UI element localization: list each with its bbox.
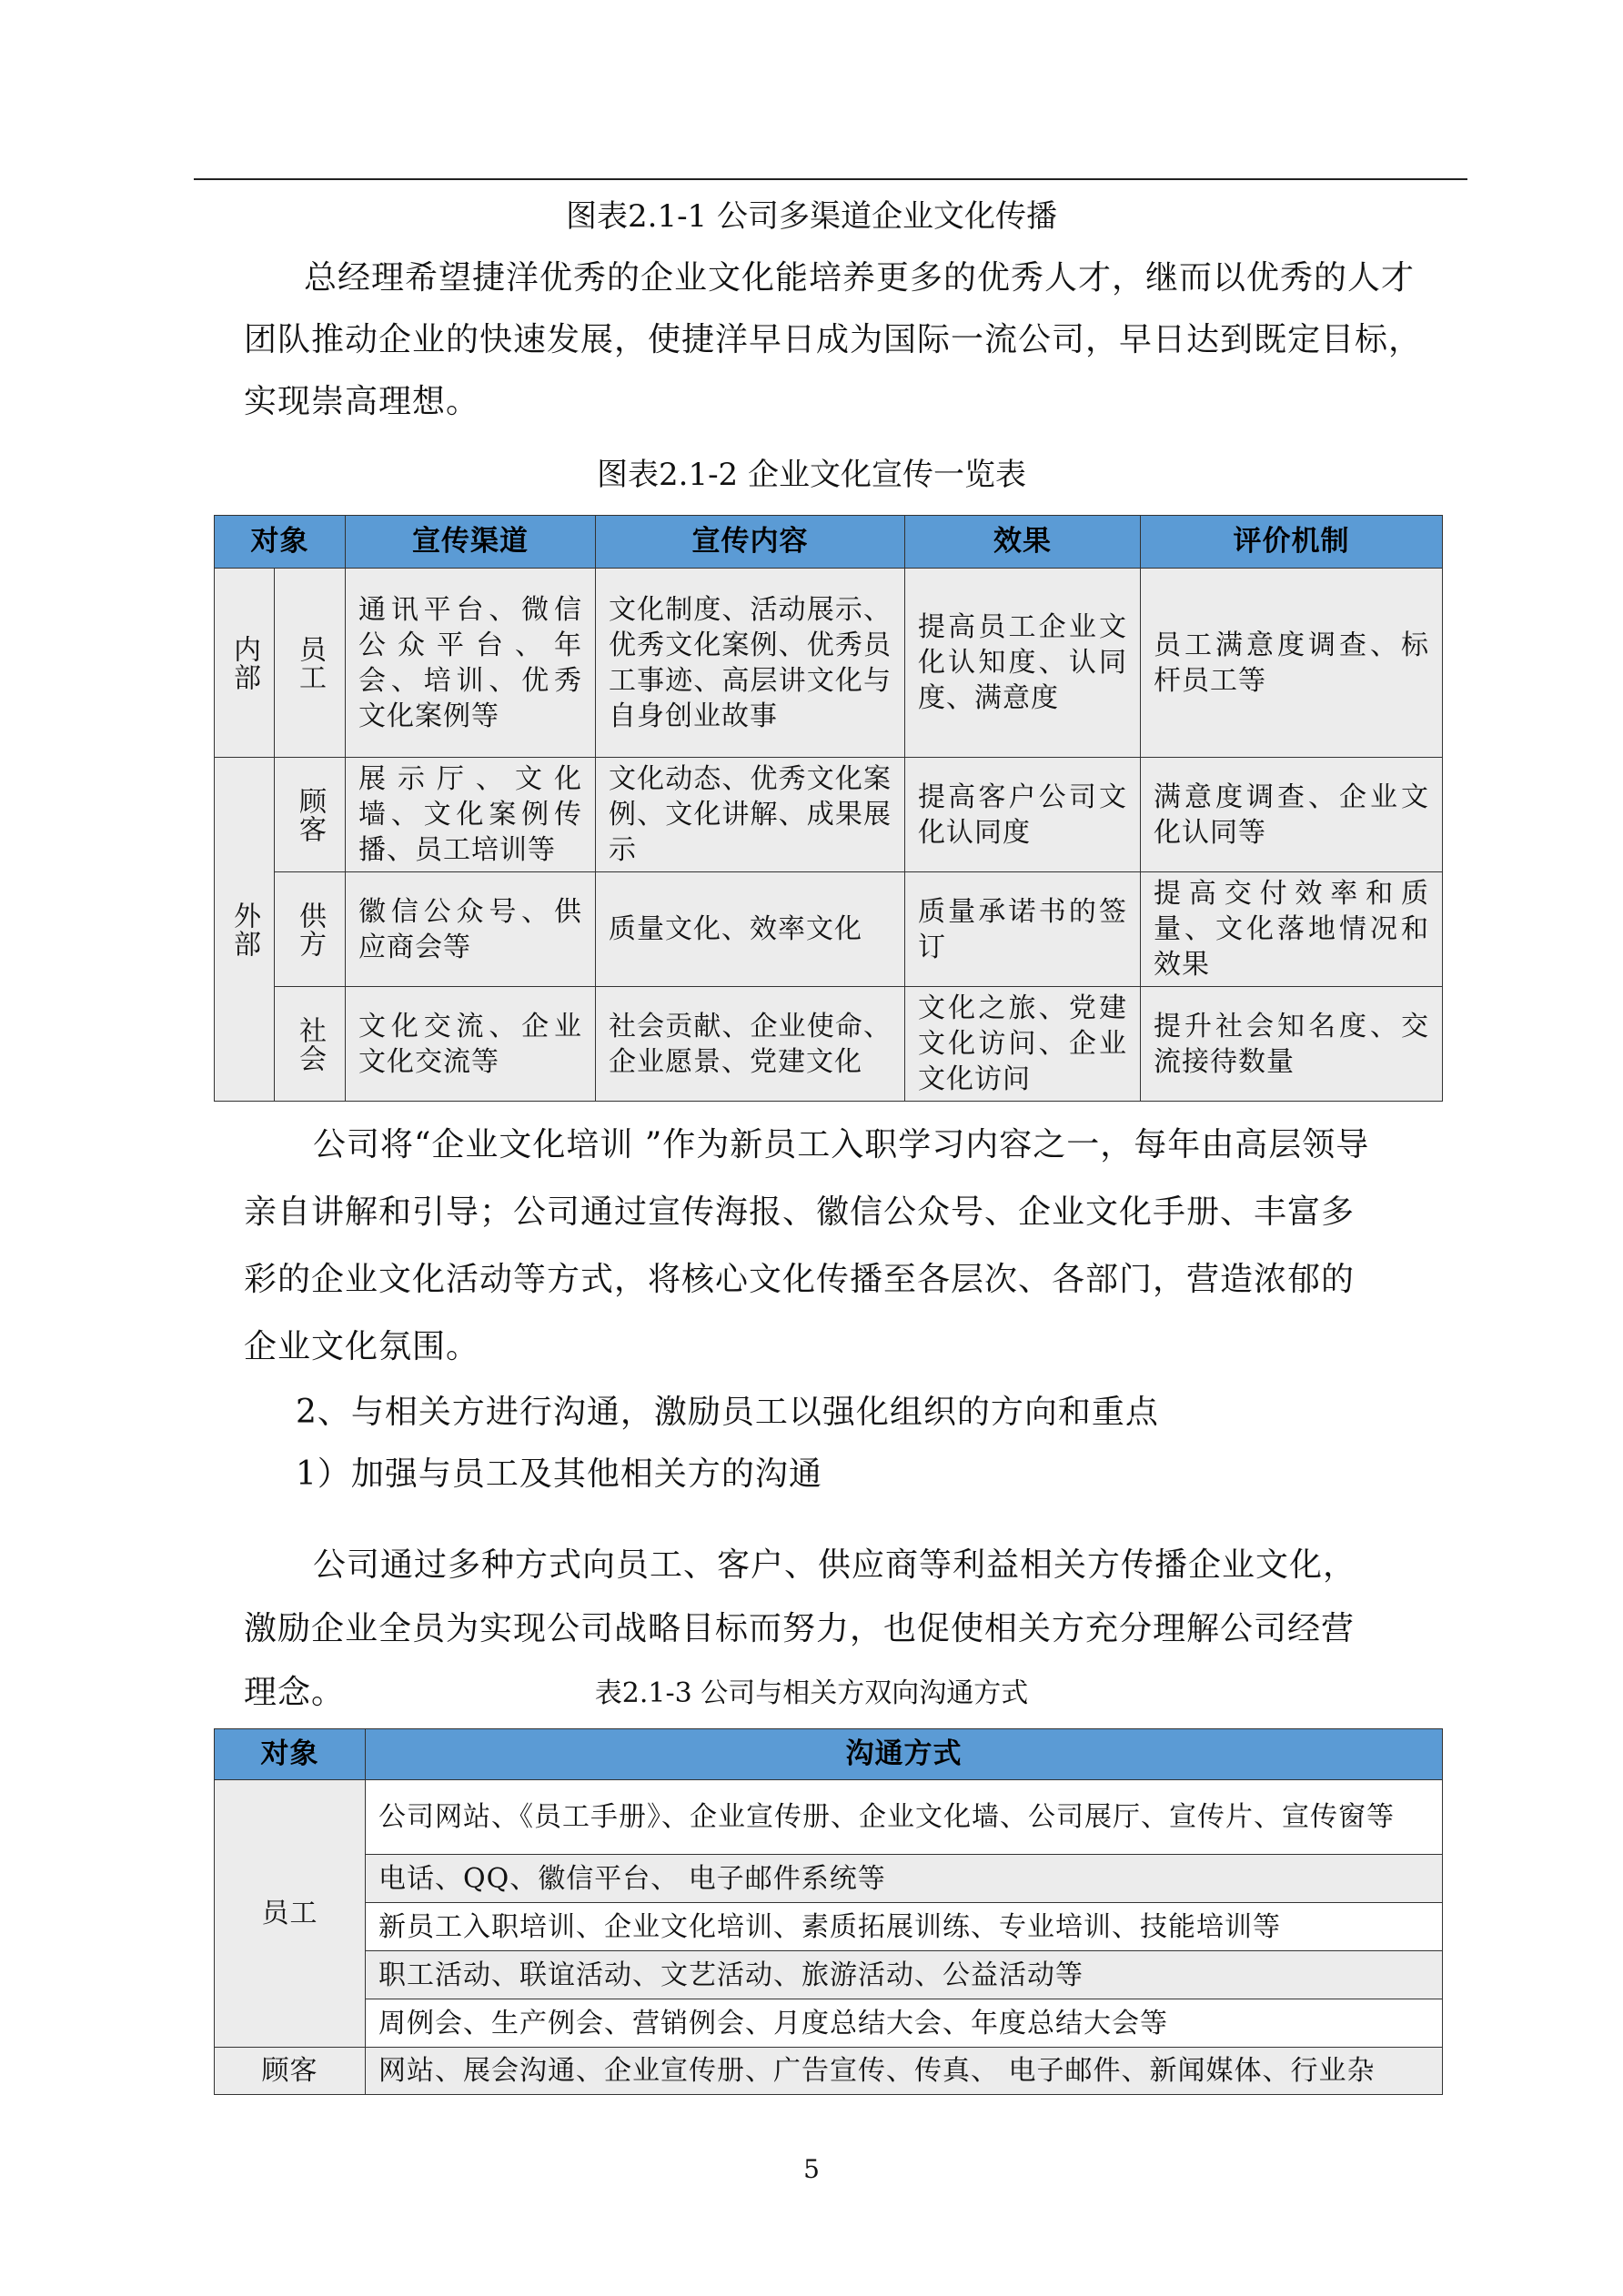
method-cell: 新员工入职培训、企业文化培训、素质拓展训练、专业培训、技能培训等	[366, 1903, 1443, 1951]
employee-label: 员工	[215, 1780, 366, 2048]
channel-cell: 文化交流、企业文化交流等	[346, 987, 596, 1102]
method-cell: 网站、展会沟通、企业宣传册、广告宣传、传真、 电子邮件、新闻媒体、行业杂	[366, 2048, 1443, 2095]
table-row	[215, 1903, 1443, 1951]
content-cell: 文化制度、活动展示、优秀文化案例、优秀员工事迹、高层讲文化与自身创业故事	[596, 569, 905, 758]
effect-cell: 提高客户公司文化认同度	[905, 758, 1141, 872]
content-cell: 社会贡献、企业使命、企业愿景、党建文化	[596, 987, 905, 1102]
section-heading-2: 2、与相关方进行沟通，激励员工以强化组织的方向和重点	[296, 1394, 1159, 1431]
table-caption-2-1-3: 表2.1-3 公司与相关方双向沟通方式	[594, 1677, 1029, 1709]
sub-object: 社会	[275, 987, 346, 1102]
group-external: 外部	[215, 758, 275, 1102]
evaluation-cell: 提升社会知名度、交流接待数量	[1141, 987, 1443, 1102]
table-row	[215, 872, 1443, 987]
header-evaluation: 评价机制	[1141, 516, 1443, 569]
effect-cell: 质量承诺书的签订	[905, 872, 1141, 987]
table-row	[215, 569, 1443, 758]
table-header-row	[215, 516, 1443, 569]
table-row	[215, 987, 1443, 1102]
content-cell: 文化动态、优秀文化案例、文化讲解、成果展示	[596, 758, 905, 872]
table-row	[215, 1855, 1443, 1903]
paragraph-1: 总经理希望捷洋优秀的企业文化能培养更多的优秀人才，继而以优秀的人才团队推动企业的快速发展，使捷洋早日成为国际一流公司，早日达到既定目标，实现崇高理想。	[244, 259, 1423, 420]
table-row	[215, 1951, 1443, 1999]
sub-object: 顾客	[275, 758, 346, 872]
channel-cell: 徽信公众号、供应商会等	[346, 872, 596, 987]
evaluation-cell: 员工满意度调查、标杆员工等	[1141, 569, 1443, 758]
header-effect: 效果	[905, 516, 1141, 569]
effect-cell: 提高员工企业文化认知度、认同度、满意度	[905, 569, 1141, 758]
header-object: 对象	[215, 1729, 366, 1780]
channel-cell: 展示厅、文化墙、文化案例传播、员工培训等	[346, 758, 596, 872]
paragraph-2: 公司将“企业文化培训 ”作为新员工入职学习内容之一，每年由高层领导亲自讲解和引导；公司通过宣传海报、徽信公众号、企业文化手册、丰富多彩的企业文化活动等方式，将核心文化传播至各层次、各部门，营造浓郁的企业文化氛围。	[244, 1126, 1370, 1365]
customer-label: 顾客	[215, 2048, 366, 2095]
page-number: 5	[803, 2154, 820, 2184]
channel-cell: 通讯平台、微信公众平台、年会、培训、优秀文化案例等	[346, 569, 596, 758]
subsection-heading-1: 1）加强与员工及其他相关方的沟通	[296, 1455, 822, 1493]
table-row	[215, 1999, 1443, 2048]
communication-table	[214, 1728, 1443, 2095]
content-cell: 质量文化、效率文化	[596, 872, 905, 987]
evaluation-cell: 提高交付效率和质量、文化落地情况和效果	[1141, 872, 1443, 987]
sub-object: 员工	[275, 569, 346, 758]
figure-caption-2-1-1: 图表2.1-1 公司多渠道企业文化传播	[566, 198, 1057, 235]
header-channel: 宣传渠道	[346, 516, 596, 569]
sub-object: 供方	[275, 872, 346, 987]
evaluation-cell: 满意度调查、企业文化认同等	[1141, 758, 1443, 872]
header-content: 宣传内容	[596, 516, 905, 569]
header-rule	[194, 178, 1467, 180]
method-cell: 周例会、生产例会、营销例会、月度总结大会、年度总结大会等	[366, 1999, 1443, 2048]
table-row	[215, 2048, 1443, 2095]
paragraph-3: 公司通过多种方式向员工、客户、供应商等利益相关方传播企业文化，激励企业全员为实现公司战略目标而努力，也促使相关方充分理解公司经营理念。	[244, 1546, 1357, 1711]
table-row	[215, 1780, 1443, 1855]
method-cell: 职工活动、联谊活动、文艺活动、旅游活动、公益活动等	[366, 1951, 1443, 1999]
method-cell: 公司网站、《员工手册》、企业宣传册、企业文化墙、公司展厅、宣传片、宣传窗等	[366, 1780, 1443, 1855]
effect-cell: 文化之旅、党建文化访问、企业文化访问	[905, 987, 1141, 1102]
culture-promotion-table	[214, 515, 1443, 1102]
group-internal: 内部	[215, 569, 275, 758]
header-method: 沟通方式	[366, 1729, 1443, 1780]
method-cell: 电话、QQ、徽信平台、 电子邮件系统等	[366, 1855, 1443, 1903]
table-row	[215, 758, 1443, 872]
table-header-row	[215, 1729, 1443, 1780]
figure-caption-2-1-2: 图表2.1-2 企业文化宣传一览表	[597, 457, 1026, 493]
header-object: 对象	[215, 516, 346, 569]
